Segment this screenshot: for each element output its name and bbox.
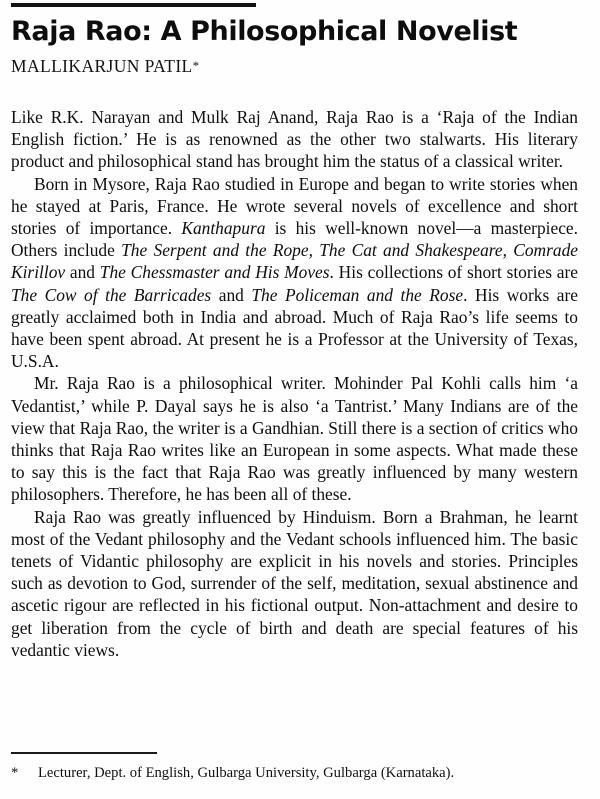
author-name: MALLIKARJUN PATIL <box>11 56 193 76</box>
footnote-marker: * <box>11 765 19 781</box>
footnote <box>11 764 578 782</box>
author-footnote-marker: * <box>192 58 200 73</box>
text-run: . His collections of short stories are <box>329 262 578 283</box>
work-title: The Policeman and the Rose <box>251 284 464 305</box>
paragraph-3: Mr. Raja Rao is a philosophical writer. Mohinder Pal Kohli calls him ‘a Vedantist,’ while P. Dayal says he is also ‘a Tantrist.’ Many Indians are of the view that Raja Rao, the writer is a Gandhian. Still there is a section of critics who thinks that Raja Rao writes like an European in some aspects. What made these to say this is the fact that Raja Rao was greatly influenced by many western philosophers. Therefore, he has been all of these. <box>11 373 578 505</box>
paragraph-2 <box>11 173 578 373</box>
work-title: Kanthapura <box>181 218 266 239</box>
page-title: Raja Rao: A Philosophical Novelist <box>11 16 518 47</box>
paragraph-4: Raja Rao was greatly influenced by Hinduism. Born a Brahman, he learnt most of the Vedant philosophy and the Vedant schools influenced him. The basic tenets of Vidantic philosophy are explicit in his novels and stories. Principles such as devotion to God, surrender of the self, meditation, sexual abstinence and ascetic rigour are reflected in his fictional output. Non-attachment and desire to get liberation from the cycle of birth and death are special features of his vedantic views. <box>11 506 578 660</box>
work-title: The Serpent and the Rope, The Cat and Shakespeare, Comrade Kirillov <box>11 240 578 283</box>
paragraph-1: Like R.K. Narayan and Mulk Raj Anand, Raja Rao is a ‘Raja of the Indian English fiction.’ He is as renowned as the other two stalwarts. His literary product and philosophical stand has brought him the status of a classical writer. <box>11 107 578 172</box>
footnote-area <box>11 752 578 782</box>
text-run: and <box>211 284 252 305</box>
author-byline <box>11 56 578 76</box>
header-rule <box>11 3 256 7</box>
work-title: The Cow of the Barricades <box>11 284 212 305</box>
footnote-text: Lecturer, Dept. of English, Gulbarga University, Gulbarga (Karnataka). <box>38 765 455 781</box>
article-content <box>11 0 578 661</box>
text-run: is his well-known novel—a masterpiece. Others include <box>11 218 578 261</box>
text-run: and <box>65 262 100 283</box>
article-body <box>11 106 578 661</box>
text-run: . His works are greatly acclaimed both in India and abroad. Much of Raja Rao’s life seems to have been spent abroad. At present he is a Professor at the University of Texas, U.S.A. <box>11 284 578 372</box>
footnote-rule <box>11 752 157 754</box>
text-run: Born in Mysore, Raja Rao studied in Europe and began to write stories when he stayed at Paris, France. He wrote several novels of excellence and short stories of importance. <box>11 173 578 239</box>
work-title: The Chessmaster and His Moves <box>99 262 330 283</box>
